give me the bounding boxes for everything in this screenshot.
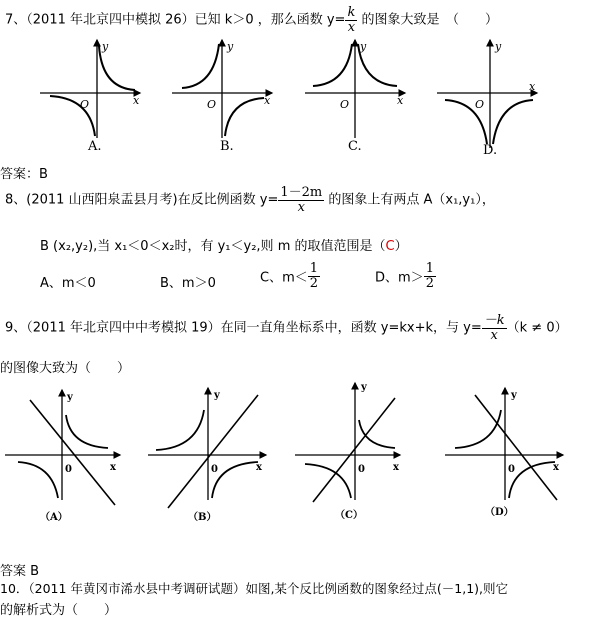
q8-option-a: A、m＜0 (40, 276, 96, 291)
q7c-origin: O (340, 98, 350, 111)
q10-line1: 10．（2011 年黄冈市浠水县中考调研试题）如图,某个反比例函数的图象经过点(－1,1),则它 (0, 581, 509, 596)
q9b-y: y (214, 390, 220, 401)
q10-line2: 的解析式为（ ） (0, 603, 118, 618)
q7a-y: y (102, 40, 109, 53)
q8-option-d: D、m＞ $\frac{1}{2}$ (375, 261, 434, 291)
q9d-x: x (553, 462, 559, 473)
q9-graph-c (295, 382, 400, 502)
q7-option-b: B. (220, 139, 234, 154)
q7d-y: y (495, 40, 502, 53)
q7-graph-c (305, 40, 405, 138)
q7a-x: x (133, 94, 140, 107)
q8-option-b: B、m＞0 (160, 276, 216, 291)
q8-line2: B (x₂,y₂),当 x₁＜0＜x₂时，有 y₁＜y₂,则 m 的取值范围是（C） (40, 239, 408, 254)
q7-graph-d (437, 40, 537, 148)
q7-graphs (40, 38, 600, 163)
q9b-x: x (256, 462, 262, 473)
q7-option-d: D. (483, 143, 498, 158)
q9-graph-d (445, 388, 563, 500)
q7-answer: 答案：B (0, 167, 48, 182)
q9c-x: x (393, 462, 399, 473)
q7d-origin: O (475, 98, 485, 111)
q7-stem: 7、（2011 年北京四中模拟 26）已知 k＞0 ，那么函数 y= $\frac{k}{x}$ 的图象大致是 （ ） (5, 5, 498, 35)
q7-option-a: A. (88, 139, 102, 154)
q7b-y: y (227, 40, 234, 53)
q9-option-a: （A） (40, 512, 68, 523)
q9b-zero: 0 (211, 464, 218, 475)
q9-stem: 9、（2011 年北京四中中考模拟 19）在同一直角坐标系中，函数 y=kx+k，与 y= $\frac{-k}{x}$ （k ≠ 0） (5, 313, 568, 343)
q7-option-c: C. (348, 139, 362, 154)
q7b-origin: O (207, 98, 217, 111)
q7c-y: y (360, 40, 367, 53)
q7-graph-a (40, 40, 140, 138)
q9d-y: y (511, 390, 517, 401)
q9-line2: 的图像大致为（ ） (0, 361, 131, 376)
q9-answer: 答案 B (0, 564, 40, 579)
q7d-x: x (529, 80, 536, 93)
q8-answer: C (385, 239, 395, 254)
q9-option-d: （D） (485, 507, 514, 518)
q8-option-c: C、m＜ $\frac{1}{2}$ (260, 261, 319, 291)
q7a-origin: O (80, 98, 90, 111)
q9-option-b: （B） (188, 512, 217, 523)
q9-fraction: $\frac{-k}{x}$ (483, 313, 505, 343)
q9d-zero: 0 (508, 464, 515, 475)
q9-graph-b (148, 388, 266, 508)
q8-fraction: $\frac{1-2m}{x}$ (280, 185, 323, 215)
q9a-zero: 0 (65, 464, 72, 475)
q9a-x: x (110, 462, 116, 473)
q9a-y: y (67, 392, 73, 403)
q9-option-c: （C） (335, 510, 363, 521)
q7-fraction: $\frac{k}{x}$ (347, 5, 356, 35)
q8-stem: 8、(2011 山西阳泉盂县月考)在反比例函数 y= $\frac{1-2m}{x}$ 的图象上有两点 A（x₁,y₁）， (5, 185, 495, 215)
q7b-x: x (264, 94, 271, 107)
q7-graph-b (172, 40, 272, 138)
q7c-x: x (397, 94, 404, 107)
q9-graph-a (5, 390, 120, 505)
q9c-y: y (361, 382, 367, 393)
q9c-zero: 0 (358, 464, 365, 475)
